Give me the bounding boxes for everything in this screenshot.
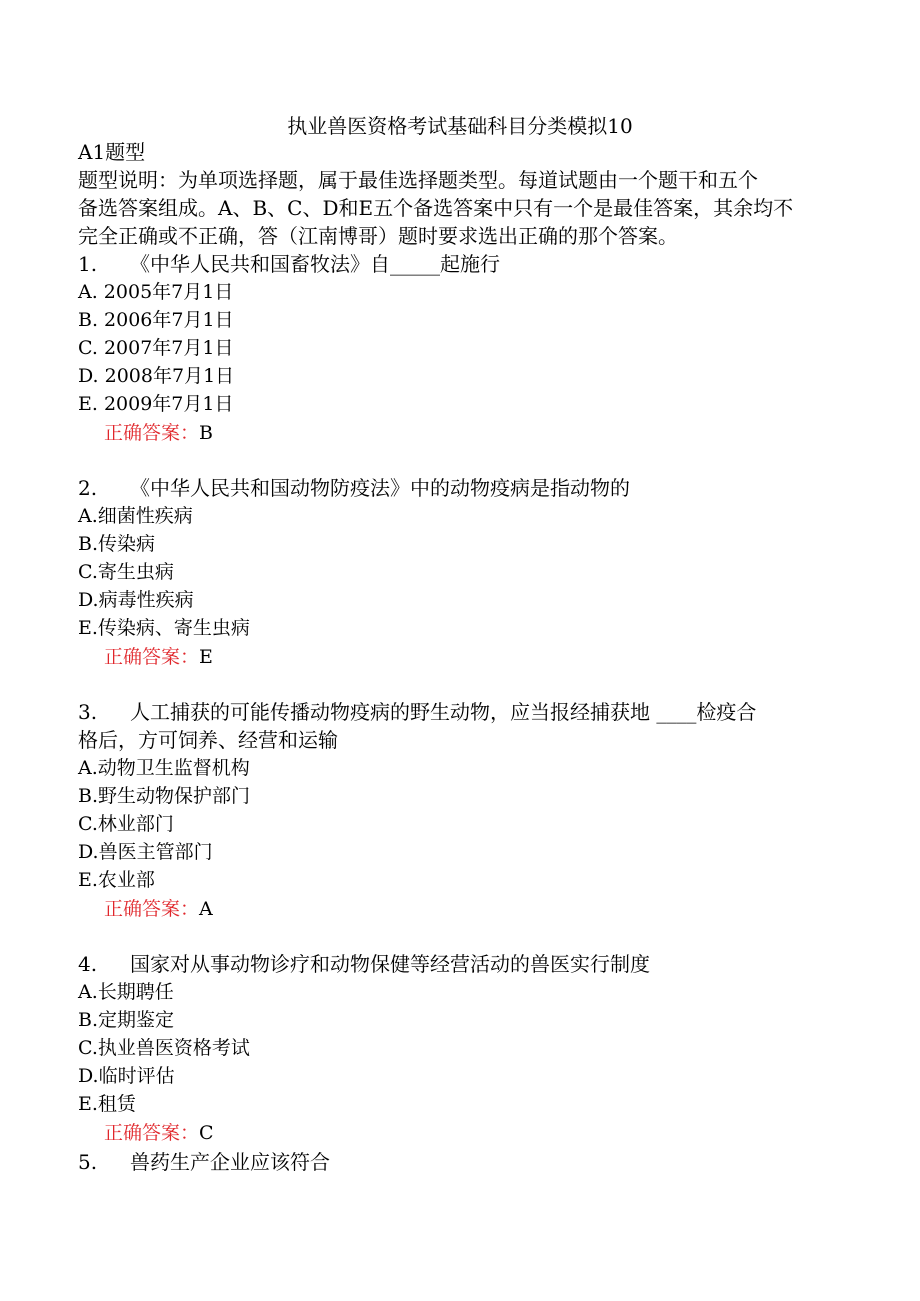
answer-value: E	[199, 646, 213, 668]
answer-label: 正确答案：	[104, 898, 200, 920]
question-5-stem	[78, 1148, 330, 1176]
question-number: 4.	[78, 952, 98, 976]
answer-label: 正确答案：	[104, 646, 200, 668]
instructions	[78, 166, 828, 250]
question-text: 《中华人民共和国畜牧法》自_____起施行	[130, 252, 500, 276]
question-3-option-c: C.林业部门	[78, 813, 174, 835]
question-3-option-a: A.动物卫生监督机构	[78, 757, 250, 779]
question-3-option-b: B.野生动物保护部门	[78, 785, 251, 807]
question-1-answer	[104, 419, 213, 447]
question-3-stem	[78, 698, 756, 726]
answer-value: B	[199, 422, 213, 444]
question-3-answer	[104, 895, 213, 923]
question-1-option-a: A. 2005年7月1日	[78, 281, 234, 303]
instructions-line: 备选答案组成。A、B、C、D和E五个备选答案中只有一个是最佳答案，其余均不	[78, 196, 794, 220]
question-2-option-a: A.细菌性疾病	[78, 505, 193, 527]
question-text: 人工捕获的可能传播动物疫病的野生动物，应当报经捕获地 ____检疫合	[130, 700, 757, 724]
question-2-option-b: B.传染病	[78, 533, 156, 555]
question-4-option-b: B.定期鉴定	[78, 1009, 175, 1031]
question-1-option-c: C. 2007年7月1日	[78, 337, 234, 359]
question-1-stem	[78, 250, 500, 278]
question-1-option-b: B. 2006年7月1日	[78, 309, 234, 331]
question-text: 兽药生产企业应该符合	[130, 1150, 330, 1174]
instructions-line: 题型说明：为单项选择题，属于最佳选择题类型。每道试题由一个题干和五个	[78, 168, 758, 192]
question-4-option-e: E.租赁	[78, 1093, 136, 1115]
question-3-option-d: D.兽医主管部门	[78, 841, 213, 863]
question-4-option-a: A.长期聘任	[78, 981, 174, 1003]
section-heading: A1题型	[78, 140, 146, 164]
question-2-option-d: D.病毒性疾病	[78, 589, 194, 611]
question-4-stem	[78, 950, 650, 978]
question-number: 5.	[78, 1150, 98, 1174]
question-4-option-d: D.临时评估	[78, 1065, 175, 1087]
question-number: 2.	[78, 476, 98, 500]
instructions-line: 完全正确或不正确，答（江南博哥）题时要求选出正确的那个答案。	[78, 224, 678, 248]
question-4-option-c: C.执业兽医资格考试	[78, 1037, 250, 1059]
answer-value: C	[199, 1122, 214, 1144]
answer-label: 正确答案：	[104, 422, 200, 444]
question-1-option-d: D. 2008年7月1日	[78, 365, 235, 387]
document-title: 执业兽医资格考试基础科目分类模拟10	[287, 114, 633, 138]
question-2-option-e: E.传染病、寄生虫病	[78, 617, 250, 639]
question-3-option-e: E.农业部	[78, 869, 155, 891]
question-2-stem	[78, 474, 630, 502]
question-text: 国家对从事动物诊疗和动物保健等经营活动的兽医实行制度	[130, 952, 650, 976]
answer-label: 正确答案：	[104, 1122, 200, 1144]
question-number: 1.	[78, 252, 98, 276]
question-4-answer	[104, 1119, 214, 1147]
question-text: 《中华人民共和国动物防疫法》中的动物疫病是指动物的	[130, 476, 630, 500]
question-2-answer	[104, 643, 213, 671]
question-3-stem-continued: 格后，方可饲养、经营和运输	[78, 728, 338, 752]
question-number: 3.	[78, 700, 98, 724]
question-2-option-c: C.寄生虫病	[78, 561, 174, 583]
question-1-option-e: E. 2009年7月1日	[78, 393, 234, 415]
answer-value: A	[199, 898, 213, 920]
